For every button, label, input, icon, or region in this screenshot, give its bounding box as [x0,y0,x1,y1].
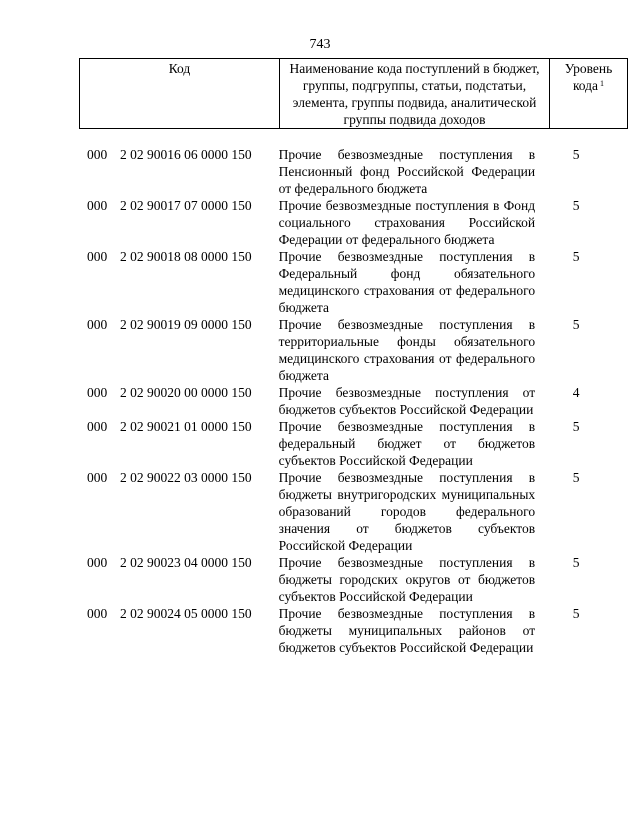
revenue-name: Прочие безвозмездные поступления в Федеральный фонд обязательного медицинского страхования от федерального бюджета [278,249,536,315]
footnote-marker: 1 [600,79,605,88]
admin-code: 000 [87,147,108,162]
table-row [79,197,612,248]
admin-code: 000 [87,555,108,570]
admin-code: 000 [87,249,108,264]
header-level [550,59,628,129]
table-row [79,316,612,384]
revenue-code: 2 02 90023 04 0000 150 [119,555,252,570]
admin-code: 000 [87,385,108,400]
revenue-name: Прочие безвозмездные поступления от бюджетов субъектов Российской Федерации [278,385,536,417]
code-level: 5 [572,147,580,162]
table-row [79,469,612,554]
header-name: Наименование кода поступлений в бюджет, группы, подгруппы, статьи, подстатьи, элемента, группы подвида, аналитической группы подвида доходов [280,59,550,129]
revenue-code: 2 02 90022 03 0000 150 [119,470,252,485]
code-level: 5 [572,419,580,434]
revenue-code: 2 02 90021 01 0000 150 [119,419,252,434]
code-level: 5 [572,555,580,570]
revenue-name: Прочие безвозмездные поступления в Фонд социального страхования Российской Федерации от федерального бюджета [278,198,536,247]
admin-code: 000 [87,606,108,621]
table-header [79,58,628,129]
revenue-code: 2 02 90019 09 0000 150 [119,317,252,332]
revenue-code: 2 02 90016 06 0000 150 [119,147,252,162]
revenue-name: Прочие безвозмездные поступления в территориальные фонды обязательного медицинского страхования от федерального бюджета [278,317,536,383]
code-level: 5 [572,317,580,332]
admin-code: 000 [87,198,108,213]
code-level: 5 [572,249,580,264]
code-level: 5 [572,606,580,621]
table-body [79,146,612,656]
table-row [79,418,612,469]
admin-code: 000 [87,470,108,485]
code-level: 5 [572,470,580,485]
revenue-code: 2 02 90018 08 0000 150 [119,249,252,264]
code-level: 4 [572,385,580,400]
revenue-code: 2 02 90020 00 0000 150 [119,385,252,400]
table-row [79,384,612,418]
page-number: 743 [309,37,331,52]
revenue-name: Прочие безвозмездные поступления в бюджеты внутригородских муниципальных образований городов федерального значения от бюджетов субъектов Российской Федерации [278,470,536,553]
header-level-label: Уровень кода [564,61,613,93]
revenue-name: Прочие безвозмездные поступления в федеральный бюджет от бюджетов субъектов Российской Федерации [278,419,536,468]
admin-code: 000 [87,419,108,434]
table-row [79,554,612,605]
admin-code: 000 [87,317,108,332]
table-row [79,248,612,316]
revenue-name: Прочие безвозмездные поступления в бюджеты муниципальных районов от бюджетов субъектов Российской Федерации [278,606,536,655]
table-row [79,605,612,656]
revenue-name: Прочие безвозмездные поступления в Пенсионный фонд Российской Федерации от федерального бюджета [278,147,536,196]
revenue-code: 2 02 90024 05 0000 150 [119,606,252,621]
header-code: Код [80,59,280,129]
table-row [79,146,612,197]
code-level: 5 [572,198,580,213]
revenue-code: 2 02 90017 07 0000 150 [119,198,252,213]
revenue-name: Прочие безвозмездные поступления в бюджеты городских округов от бюджетов субъектов Российской Федерации [278,555,536,604]
